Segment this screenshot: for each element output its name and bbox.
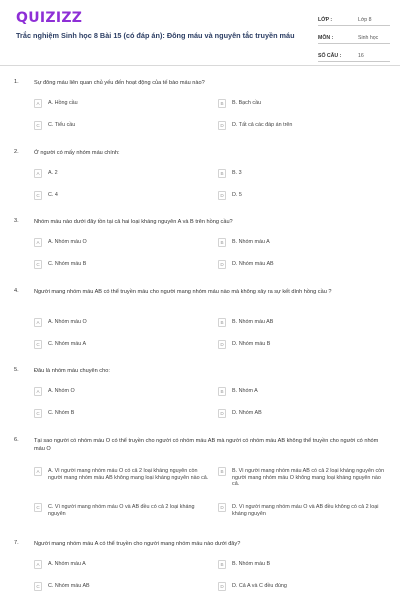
option-letter: C	[34, 340, 42, 349]
option-d[interactable]	[218, 408, 386, 422]
option-letter: C	[34, 409, 42, 418]
option-text: B. Vì người mang nhóm máu AB có cả 2 loại kháng nguyên còn người mang nhóm máu O không mang loại kháng nguyên nào cả.	[232, 468, 385, 488]
option-text: C. Nhóm máu B	[48, 261, 87, 267]
option-letter: A	[34, 169, 42, 178]
option-text: B. Nhóm A	[232, 388, 258, 394]
option-c[interactable]	[34, 190, 210, 204]
option-letter: D	[218, 409, 226, 418]
option-b[interactable]	[218, 98, 386, 112]
option-text: B. Bạch cầu	[232, 100, 262, 106]
option-b[interactable]	[218, 466, 386, 496]
option-text: C. 4	[48, 192, 58, 198]
question-text: Người mang nhóm máu A có thể truyền cho người mang nhóm máu nào dưới đây?	[34, 541, 241, 547]
option-letter: B	[218, 560, 226, 569]
question-number: 3.	[14, 218, 19, 224]
option-letter: D	[218, 340, 226, 349]
option-text: C. Tiểu cầu	[48, 122, 76, 128]
option-letter: B	[218, 387, 226, 396]
option-text: D. Nhóm AB	[232, 410, 262, 416]
option-b[interactable]	[218, 168, 386, 182]
option-b[interactable]	[218, 317, 386, 331]
question-number: 4.	[14, 288, 19, 294]
option-letter: B	[218, 99, 226, 108]
option-letter: D	[218, 191, 226, 200]
option-d[interactable]	[218, 190, 386, 204]
option-letter: A	[34, 387, 42, 396]
option-text: A. Nhóm máu A	[48, 561, 86, 567]
question-text: Tại sao người có nhóm máu O có thể truyền cho người có nhóm máu AB mà người có nhóm máu AB không thể truyền cho người có nhóm máu O	[34, 438, 379, 452]
question-number: 1.	[14, 79, 19, 85]
option-letter: A	[34, 560, 42, 569]
option-a[interactable]	[34, 168, 210, 182]
option-c[interactable]	[34, 259, 210, 273]
question-text: Người mang nhóm máu AB có thể truyền máu cho người mang nhóm máu nào mà không xảy ra sự kết dính hồng cầu ?	[34, 289, 332, 295]
option-d[interactable]	[218, 339, 386, 353]
meta-value: Lớp 8	[358, 17, 372, 23]
option-letter: C	[34, 191, 42, 200]
meta-question-count	[318, 48, 390, 62]
question-text: Ở người có mấy nhóm máu chính:	[34, 150, 120, 156]
option-letter: A	[34, 99, 42, 108]
option-c[interactable]	[34, 120, 210, 134]
option-letter: B	[218, 238, 226, 247]
meta-subject	[318, 30, 390, 44]
meta-value: Sinh học	[358, 35, 379, 41]
option-text: B. Nhóm máu AB	[232, 319, 274, 325]
option-text: B. 3	[232, 170, 242, 176]
option-b[interactable]	[218, 237, 386, 251]
option-text: A. Nhóm O	[48, 388, 75, 394]
option-a[interactable]	[34, 559, 210, 573]
option-c[interactable]	[34, 581, 210, 595]
option-text: C. Nhóm máu A	[48, 341, 87, 347]
option-text: A. Vì người mang nhóm máu O có cả 2 loại kháng nguyên còn người mang nhóm máu AB không mang loại kháng nguyên nào cả.	[48, 468, 209, 481]
option-d[interactable]	[218, 120, 386, 134]
option-text: C. Nhóm B	[48, 410, 75, 416]
option-text: D. 5	[232, 192, 242, 198]
option-text: D. Nhóm máu AB	[232, 261, 274, 267]
question-text: Sự đông máu liên quan chủ yếu đến hoạt động của tế bào máu nào?	[34, 80, 205, 86]
option-text: A. Nhóm máu O	[48, 319, 87, 325]
option-text: C. Nhóm máu AB	[48, 583, 90, 589]
option-letter: A	[34, 318, 42, 327]
option-text: B. Nhóm máu A	[232, 239, 270, 245]
option-a[interactable]	[34, 317, 210, 331]
meta-label: SỐ CÂU :	[318, 53, 342, 59]
option-text: C. Vì người mang nhóm máu O và AB đều có cả 2 loại kháng nguyên	[48, 504, 195, 517]
question-number: 5.	[14, 367, 19, 373]
option-letter: D	[218, 503, 226, 512]
option-text: D. Nhóm máu B	[232, 341, 271, 347]
question-number: 7.	[14, 540, 19, 546]
option-text: D. Tất cả các đáp án trên	[232, 122, 293, 128]
option-letter: B	[218, 318, 226, 327]
option-letter: A	[34, 467, 42, 476]
meta-value: 16	[358, 53, 364, 59]
option-c[interactable]	[34, 339, 210, 353]
option-text: A. Hồng cầu	[48, 100, 78, 106]
question-text: Đâu là nhóm máu chuyên cho:	[34, 368, 110, 374]
option-c[interactable]	[34, 502, 210, 524]
question-number: 2.	[14, 149, 19, 155]
meta-grade	[318, 12, 390, 26]
worksheet-meta	[318, 12, 390, 62]
option-text: A. 2	[48, 170, 58, 176]
option-d[interactable]	[218, 502, 386, 524]
option-a[interactable]	[34, 466, 210, 496]
option-b[interactable]	[218, 386, 386, 400]
option-d[interactable]	[218, 259, 386, 273]
option-letter: C	[34, 582, 42, 591]
meta-label: MÔN :	[318, 35, 334, 41]
option-a[interactable]	[34, 237, 210, 251]
option-letter: D	[218, 582, 226, 591]
option-c[interactable]	[34, 408, 210, 422]
option-letter: C	[34, 503, 42, 512]
option-letter: A	[34, 238, 42, 247]
option-a[interactable]	[34, 386, 210, 400]
option-letter: C	[34, 121, 42, 130]
option-text: B. Nhóm máu B	[232, 561, 271, 567]
quizizz-logo: QUIZIZZ	[16, 10, 83, 26]
option-a[interactable]	[34, 98, 210, 112]
option-text: A. Nhóm máu O	[48, 239, 87, 245]
option-b[interactable]	[218, 559, 386, 573]
option-d[interactable]	[218, 581, 386, 595]
option-letter: D	[218, 121, 226, 130]
question-text: Nhóm máu nào dưới đây tồn tại cả hai loại kháng nguyên A và B trên hồng cầu?	[34, 219, 233, 225]
meta-label: LỚP :	[318, 17, 333, 23]
option-text: D. Vì người mang nhóm máu O và AB đều không có cả 2 loại kháng nguyên	[232, 504, 379, 517]
option-letter: B	[218, 169, 226, 178]
page-title: Trắc nghiệm Sinh học 8 Bài 15 (có đáp án): Đông máu và nguyên tắc truyền máu	[16, 31, 295, 40]
option-text: D. Cả A và C đều đúng	[232, 583, 287, 589]
option-letter: B	[218, 467, 226, 476]
question-number: 6.	[14, 437, 19, 443]
option-letter: C	[34, 260, 42, 269]
worksheet-header	[0, 0, 400, 66]
option-letter: D	[218, 260, 226, 269]
